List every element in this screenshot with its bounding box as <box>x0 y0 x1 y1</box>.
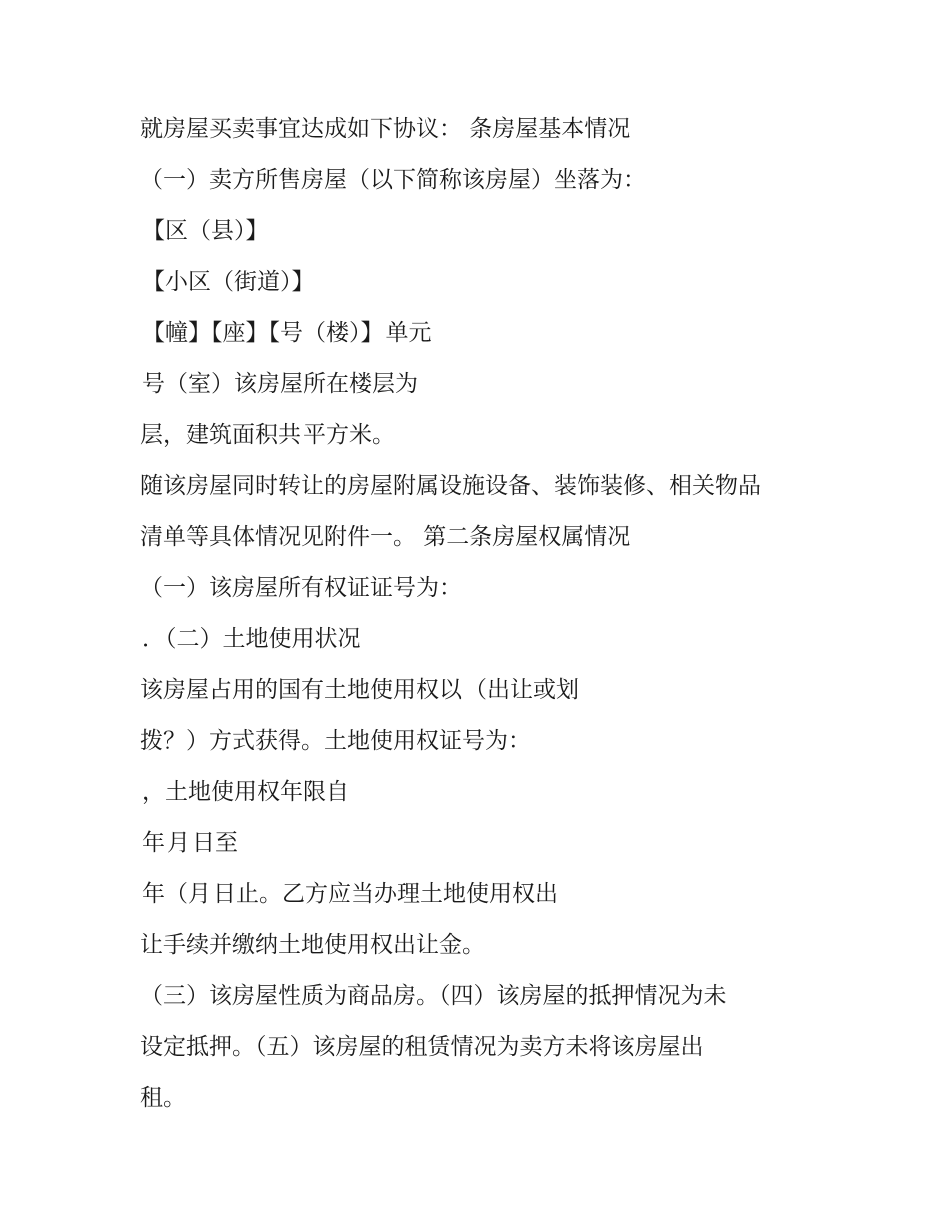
text-line <box>140 461 812 512</box>
contract-text-body <box>140 104 812 1124</box>
text-line <box>140 359 812 410</box>
line-text: （一）该房屋所有权证证号为： <box>140 575 462 601</box>
line-text: ．（二）土地使用状况 <box>142 626 361 652</box>
line-text: 单元 <box>385 320 432 346</box>
line-text: 【幢】【座】【号（楼）】 <box>142 320 384 346</box>
line-text: 月 <box>167 830 190 856</box>
line-text: 设定抵押。（五）该房屋的租赁情况为卖方未将该房屋出 <box>140 1034 704 1060</box>
text-line <box>140 767 812 818</box>
text-line <box>140 1073 812 1124</box>
text-line <box>140 869 812 920</box>
text-line <box>140 155 812 206</box>
line-text: 【小区（街道）】 <box>142 269 315 295</box>
text-line <box>140 614 812 665</box>
line-text: （三）该房屋性质为商品房。（四）该房屋的抵押情况为未 <box>140 983 727 1009</box>
line-text: 日止。乙方应当办理土地使用权出 <box>213 881 558 907</box>
line-text: 号（室）该房屋所在楼层为 <box>142 371 418 397</box>
text-line <box>140 104 812 155</box>
line-text: 租。 <box>140 1085 186 1111</box>
text-line <box>140 1022 812 1073</box>
line-text: 随该房屋同时转让的房屋附属设施设备、装饰装修、相关物品 <box>140 473 761 499</box>
line-text: 平方米。 <box>303 422 395 448</box>
text-line <box>140 512 812 563</box>
text-line <box>140 665 812 716</box>
text-line <box>140 257 812 308</box>
line-text: 让手续并缴纳土地使用权出让金。 <box>140 932 485 958</box>
text-line <box>140 971 812 1022</box>
text-line <box>140 716 812 767</box>
line-text: 该房屋占用的国有土地使用权以 <box>140 677 462 703</box>
line-text: 清单等具体情况见附件一。 第二条房屋权属情况 <box>140 524 631 550</box>
line-text: 日至 <box>192 830 238 856</box>
line-text: ，土地使用权年限自 <box>142 779 349 805</box>
text-line <box>140 206 812 257</box>
line-text: 年 <box>142 830 165 856</box>
line-text: （出让或划 <box>464 677 579 703</box>
line-text: 层，建筑面积共 <box>140 422 301 448</box>
text-line <box>140 308 812 359</box>
line-text: 【区（县）】 <box>142 218 269 244</box>
text-line <box>140 563 812 614</box>
line-text: （一）卖方所售房屋（以下简称该房屋）坐落为： <box>140 167 646 193</box>
text-line <box>140 818 812 869</box>
text-line <box>140 920 812 971</box>
line-text: 就房屋买卖事宜达成如下协议： 条房屋基本情况 <box>140 116 631 142</box>
text-line <box>140 410 812 461</box>
line-text: 年（月 <box>142 881 211 907</box>
line-text: 拨？）方式获得。土地使用权证号为： <box>140 728 531 754</box>
